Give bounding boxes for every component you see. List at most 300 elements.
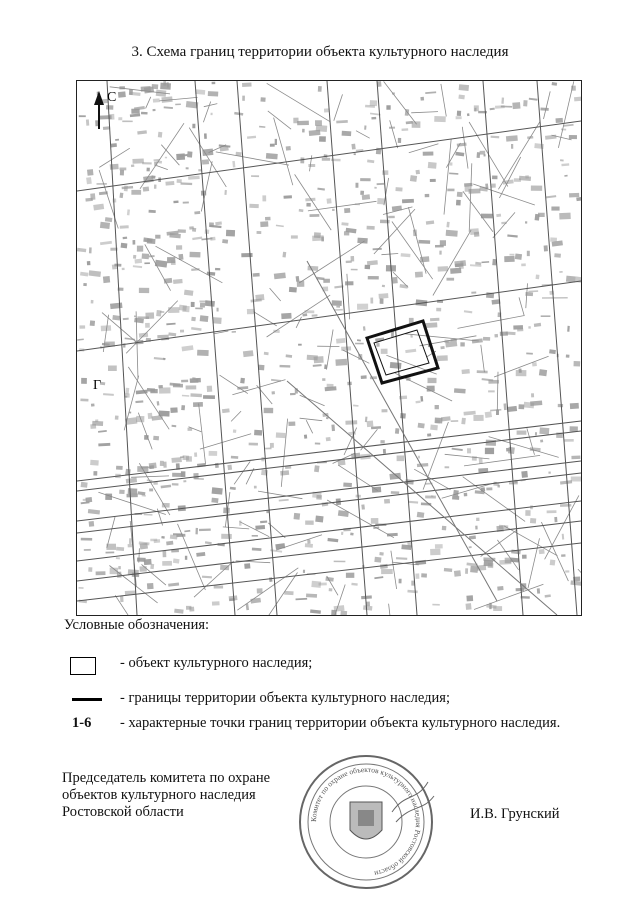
map-speckle xyxy=(317,188,325,191)
map-speckle xyxy=(142,495,146,497)
map-speckle xyxy=(308,164,315,167)
map-speckle xyxy=(327,198,332,204)
map-speckle xyxy=(174,609,184,614)
map-speckle xyxy=(564,175,567,177)
map-speckle xyxy=(163,81,166,86)
map-speckle xyxy=(425,91,436,94)
map-speckle xyxy=(233,429,237,433)
map-speckle xyxy=(554,253,561,258)
map-speckle xyxy=(153,436,159,441)
map-hatch-line xyxy=(389,604,398,615)
map-speckle xyxy=(560,504,571,507)
map-speckle xyxy=(418,456,420,459)
map-speckle xyxy=(519,369,522,373)
map-speckle xyxy=(192,124,195,129)
map-speckle xyxy=(499,559,511,564)
map-speckle xyxy=(260,520,267,523)
map-speckle xyxy=(417,512,425,518)
map-speckle xyxy=(131,109,139,114)
map-speckle xyxy=(314,232,321,238)
map-speckle xyxy=(276,225,284,227)
map-speckle xyxy=(561,163,569,166)
map-speckle xyxy=(569,193,579,198)
map-speckle xyxy=(350,533,354,536)
map-speckle xyxy=(454,388,466,393)
map-speckle xyxy=(575,276,581,283)
map-speckle xyxy=(490,409,501,412)
map-hatch-line xyxy=(146,97,151,109)
map-speckle xyxy=(118,91,126,97)
map-speckle xyxy=(110,164,119,170)
map-hatch-line xyxy=(200,434,251,449)
map-speckle xyxy=(397,455,405,461)
map-hatch-line xyxy=(296,317,301,328)
map-speckle xyxy=(101,325,111,331)
map-speckle xyxy=(456,200,461,206)
map-speckle xyxy=(147,583,154,589)
map-hatch-line xyxy=(445,454,490,459)
map-hatch-line xyxy=(409,144,439,153)
map-speckle xyxy=(368,276,379,280)
map-hatch-line xyxy=(299,241,365,283)
map-speckle xyxy=(122,121,132,123)
map-speckle xyxy=(120,170,124,176)
map-speckle xyxy=(194,211,200,214)
map-speckle xyxy=(545,135,557,140)
map-speckle xyxy=(381,349,388,354)
map-hatch-line xyxy=(541,522,568,581)
map-speckle xyxy=(566,355,570,358)
map-speckle xyxy=(332,300,342,306)
map-speckle xyxy=(247,136,256,139)
map-speckle xyxy=(181,380,188,383)
map-speckle xyxy=(417,463,428,467)
map-speckle xyxy=(137,491,145,495)
map-speckle xyxy=(239,521,242,526)
map-speckle xyxy=(276,432,286,438)
signatory-line: объектов культурного наследия xyxy=(62,787,256,803)
map-speckle xyxy=(116,547,124,551)
map-speckle xyxy=(458,95,464,100)
object-swatch-icon xyxy=(70,657,96,675)
map-hatch-line xyxy=(519,297,524,316)
map-hatch-line xyxy=(308,201,377,211)
map-speckle xyxy=(474,105,479,111)
map-speckle xyxy=(400,413,406,419)
map-speckle xyxy=(302,129,305,133)
map-speckle xyxy=(508,447,515,454)
map-speckle xyxy=(166,541,173,546)
map-speckle xyxy=(550,237,557,242)
map-speckle xyxy=(430,425,438,431)
map-speckle xyxy=(140,543,148,550)
map-speckle xyxy=(163,551,167,558)
map-speckle xyxy=(554,517,557,522)
map-speckle xyxy=(161,536,164,539)
map-speckle xyxy=(128,488,138,494)
map-speckle xyxy=(93,204,104,211)
map-speckle xyxy=(383,449,386,454)
map-speckle xyxy=(314,465,320,472)
map-speckle xyxy=(541,315,551,317)
map-speckle xyxy=(344,208,350,213)
map-speckle xyxy=(351,144,355,150)
map-speckle xyxy=(530,518,536,524)
map-speckle xyxy=(485,411,492,418)
map-speckle xyxy=(172,483,179,486)
map-speckle xyxy=(79,115,86,117)
map-speckle xyxy=(296,276,300,282)
map-speckle xyxy=(454,260,466,267)
map-speckle xyxy=(203,395,215,399)
map-hatch-line xyxy=(240,522,270,537)
map-speckle xyxy=(380,440,384,443)
map-speckle xyxy=(149,489,153,492)
map-speckle xyxy=(270,144,275,147)
map-speckle xyxy=(286,146,291,151)
object-boundary xyxy=(367,321,438,383)
map-speckle xyxy=(170,407,177,413)
map-speckle xyxy=(566,276,576,283)
cadastral-map xyxy=(76,80,582,616)
map-speckle xyxy=(450,268,461,274)
map-speckle xyxy=(314,356,324,363)
map-speckle xyxy=(576,197,581,201)
map-speckle xyxy=(122,186,134,189)
map-speckle xyxy=(415,573,419,578)
map-speckle xyxy=(570,426,578,431)
map-speckle xyxy=(118,117,122,120)
map-speckle xyxy=(103,393,114,396)
map-speckle xyxy=(190,252,201,258)
map-speckle xyxy=(497,586,503,591)
map-speckle xyxy=(367,421,374,428)
map-speckle xyxy=(240,378,245,384)
boundary-line-icon xyxy=(72,698,102,701)
map-speckle xyxy=(322,158,330,161)
map-speckle xyxy=(561,129,566,131)
map-speckle xyxy=(334,309,343,311)
map-speckle xyxy=(211,498,218,503)
map-speckle xyxy=(438,266,449,271)
map-speckle xyxy=(324,108,329,112)
map-hatch-line xyxy=(126,301,178,354)
map-speckle xyxy=(357,304,368,310)
map-speckle xyxy=(173,279,183,284)
map-speckle xyxy=(133,265,142,268)
legend-title: Условные обозначения: xyxy=(64,617,210,633)
map-speckle xyxy=(281,313,291,319)
map-speckle xyxy=(192,237,202,241)
map-speckle xyxy=(209,451,218,456)
map-speckle xyxy=(252,548,262,551)
map-speckle xyxy=(477,370,488,373)
map-speckle xyxy=(382,285,385,288)
official-seal xyxy=(296,752,436,892)
map-hatch-line xyxy=(157,166,168,170)
map-speckle xyxy=(139,288,149,293)
map-speckle xyxy=(127,209,130,215)
map-speckle xyxy=(306,203,310,207)
map-speckle xyxy=(89,270,101,277)
map-speckle xyxy=(379,293,389,299)
map-speckle xyxy=(307,266,318,271)
map-speckle xyxy=(546,195,556,198)
map-speckle xyxy=(415,271,423,277)
map-speckle xyxy=(266,153,278,159)
map-speckle xyxy=(336,338,346,344)
map-speckle xyxy=(473,415,483,421)
map-speckle xyxy=(147,388,155,392)
map-speckle xyxy=(280,470,289,475)
map-speckle xyxy=(536,275,540,280)
map-speckle xyxy=(353,405,359,407)
map-speckle xyxy=(564,439,574,442)
map-speckle xyxy=(135,259,143,264)
map-speckle xyxy=(105,217,112,222)
map-speckle xyxy=(210,237,215,241)
map-speckle xyxy=(173,558,180,563)
map-speckle xyxy=(402,128,409,131)
map-speckle xyxy=(365,105,375,108)
map-speckle xyxy=(205,541,212,544)
map-speckle xyxy=(274,272,286,279)
map-speckle xyxy=(399,579,402,584)
map-speckle xyxy=(260,221,268,227)
map-speckle xyxy=(491,184,496,188)
seal-text: Комитет по охране объектов культурного наследия Ростовской области xyxy=(308,764,424,879)
map-hatch-line xyxy=(474,584,543,609)
map-speckle xyxy=(118,566,121,569)
map-speckle xyxy=(521,263,526,266)
map-speckle xyxy=(200,303,205,308)
map-speckle xyxy=(540,440,543,443)
map-speckle xyxy=(185,556,187,560)
map-speckle xyxy=(264,352,269,355)
map-speckle xyxy=(365,265,371,270)
map-speckle xyxy=(457,111,461,116)
map-speckle xyxy=(412,121,421,127)
map-speckle xyxy=(205,300,215,307)
map-speckle xyxy=(160,461,164,466)
map-speckle xyxy=(377,183,385,185)
map-hatch-line xyxy=(463,191,493,231)
map-speckle xyxy=(547,510,557,513)
map-speckle xyxy=(334,561,346,563)
map-hatch-line xyxy=(267,295,331,337)
map-speckle xyxy=(329,588,333,591)
map-hatch-line xyxy=(544,91,551,119)
map-speckle xyxy=(115,139,119,141)
map-speckle xyxy=(131,190,141,195)
map-speckle xyxy=(538,213,545,217)
map-speckle xyxy=(120,596,124,602)
map-speckle xyxy=(486,440,496,446)
map-speckle xyxy=(469,546,472,548)
map-speckle xyxy=(374,557,381,563)
map-speckle xyxy=(81,501,90,504)
map-speckle xyxy=(376,343,379,347)
map-speckle xyxy=(310,214,320,217)
map-speckle xyxy=(143,186,149,191)
map-speckle xyxy=(307,540,310,544)
map-speckle xyxy=(296,598,308,600)
map-speckle xyxy=(525,510,530,516)
map-speckle xyxy=(534,323,541,327)
map-speckle xyxy=(484,154,486,156)
map-speckle xyxy=(548,471,550,473)
map-speckle xyxy=(515,254,522,260)
map-hatch-line xyxy=(268,111,291,129)
map-speckle xyxy=(467,448,471,453)
map-speckle xyxy=(544,245,548,251)
map-speckle xyxy=(351,269,358,271)
map-speckle xyxy=(435,544,443,549)
map-speckle xyxy=(379,552,383,556)
map-speckle xyxy=(523,100,527,106)
map-speckle xyxy=(242,83,252,87)
map-speckle xyxy=(86,119,89,125)
map-hatch-line xyxy=(107,517,115,548)
map-speckle xyxy=(491,136,500,139)
legend-item-boundary xyxy=(70,690,530,712)
map-speckle xyxy=(87,261,91,265)
map-hatch-line xyxy=(481,345,485,372)
map-speckle xyxy=(80,399,88,402)
map-speckle xyxy=(562,534,565,540)
map-speckle xyxy=(559,271,562,273)
map-speckle xyxy=(360,178,370,181)
map-speckle xyxy=(110,302,122,309)
map-speckle xyxy=(232,161,235,168)
map-speckle xyxy=(319,136,326,142)
map-speckle xyxy=(511,144,513,149)
map-speckle xyxy=(315,120,322,126)
map-speckle xyxy=(431,495,434,497)
map-speckle xyxy=(131,164,134,167)
map-speckle xyxy=(90,424,96,429)
map-speckle xyxy=(191,327,202,331)
map-speckle xyxy=(132,158,144,163)
map-hatch-line xyxy=(306,420,313,433)
map-hatch-line xyxy=(131,476,169,477)
map-speckle xyxy=(530,401,542,406)
map-hatch-line xyxy=(231,411,241,421)
map-speckle xyxy=(529,98,538,101)
map-speckle xyxy=(168,332,176,336)
map-speckle xyxy=(305,543,313,547)
map-speckle xyxy=(402,199,414,203)
map-speckle xyxy=(154,185,157,189)
map-speckle xyxy=(302,313,307,316)
map-hatch-line xyxy=(392,222,433,280)
map-speckle xyxy=(154,357,165,360)
map-speckle xyxy=(395,187,402,191)
map-speckle xyxy=(563,124,573,127)
map-speckle xyxy=(212,317,221,324)
map-speckle xyxy=(446,230,458,237)
map-speckle xyxy=(288,421,295,426)
map-speckle xyxy=(464,310,472,313)
map-speckle xyxy=(168,307,179,313)
map-speckle xyxy=(357,339,361,341)
map-hatch-line xyxy=(327,330,334,370)
map-speckle xyxy=(88,509,100,515)
map-speckle xyxy=(556,118,563,123)
map-speckle xyxy=(171,260,176,265)
map-speckle xyxy=(141,112,148,115)
map-speckle xyxy=(149,465,154,469)
map-speckle xyxy=(418,240,430,244)
map-speckle xyxy=(471,291,476,293)
map-speckle xyxy=(517,431,527,435)
map-hatch-line xyxy=(384,81,417,124)
map-speckle xyxy=(186,606,191,610)
map-speckle xyxy=(574,361,581,367)
map-hatch-line xyxy=(414,469,450,490)
map-speckle xyxy=(175,103,181,105)
map-speckle xyxy=(531,393,534,397)
map-speckle xyxy=(361,504,365,509)
map-speckle xyxy=(449,173,458,175)
map-speckle xyxy=(254,486,257,489)
map-speckle xyxy=(229,595,238,601)
map-speckle xyxy=(230,487,236,490)
map-speckle xyxy=(279,499,289,502)
map-speckle xyxy=(291,235,298,238)
map-hatch-line xyxy=(497,372,498,410)
map-speckle xyxy=(571,476,581,481)
map-speckle xyxy=(146,168,149,172)
map-speckle xyxy=(162,561,172,566)
signatory-title xyxy=(62,770,270,821)
map-hatch-line xyxy=(444,139,451,215)
map-hatch-line xyxy=(489,437,559,458)
map-speckle xyxy=(532,362,537,366)
map-speckle xyxy=(559,213,571,220)
map-speckle xyxy=(182,395,189,397)
map-speckle xyxy=(420,396,423,402)
map-speckle xyxy=(560,480,572,484)
map-speckle xyxy=(125,388,129,395)
map-speckle xyxy=(189,226,194,229)
map-speckle xyxy=(527,251,530,256)
map-speckle xyxy=(427,433,431,436)
map-speckle xyxy=(539,369,547,376)
map-speckle xyxy=(565,570,569,572)
map-speckle xyxy=(215,268,220,270)
map-speckle xyxy=(234,112,243,116)
map-speckle xyxy=(427,378,436,383)
map-speckle xyxy=(464,411,476,416)
map-speckle xyxy=(315,516,323,523)
map-speckle xyxy=(172,425,177,427)
map-speckle xyxy=(207,386,213,392)
map-speckle xyxy=(129,92,140,96)
map-speckle xyxy=(119,490,125,494)
map-speckle xyxy=(327,538,338,542)
map-speckle xyxy=(260,97,265,102)
map-speckle xyxy=(211,113,213,115)
map-speckle xyxy=(540,108,548,111)
map-speckle xyxy=(241,253,252,257)
map-speckle xyxy=(157,401,160,405)
map-speckle xyxy=(299,209,304,212)
map-speckle xyxy=(135,400,143,403)
map-speckle xyxy=(567,326,570,332)
map-speckle xyxy=(335,359,347,366)
map-speckle xyxy=(221,534,232,539)
